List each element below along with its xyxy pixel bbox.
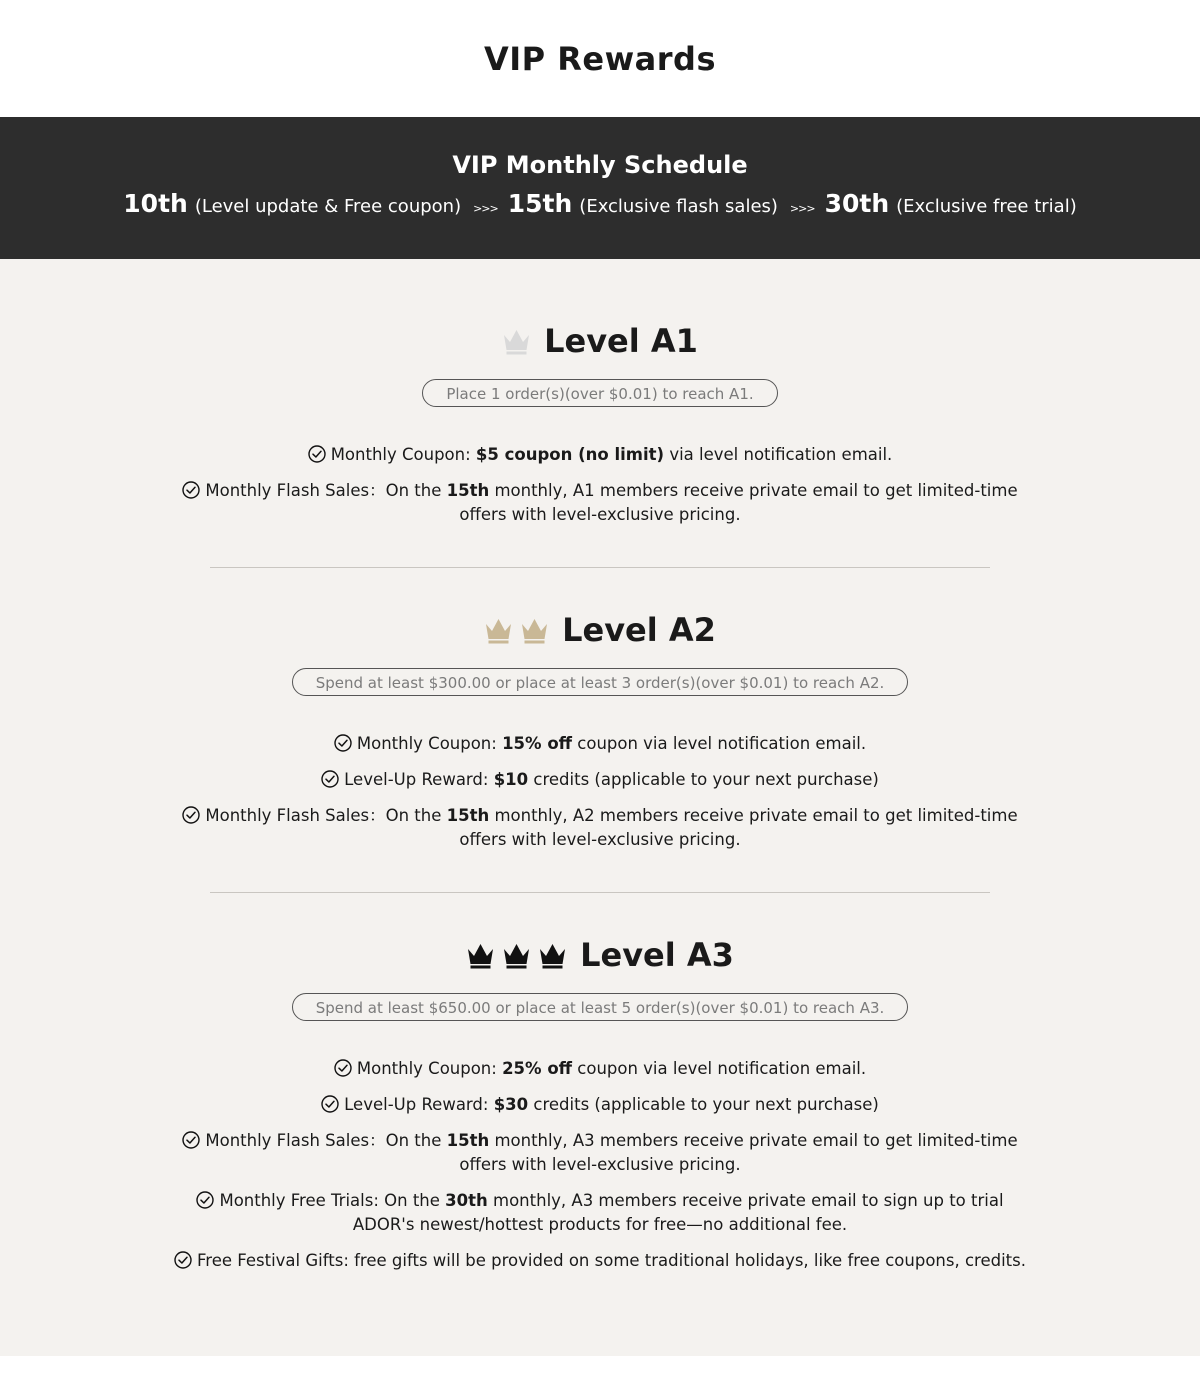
schedule-arrow: >>> (473, 202, 498, 215)
benefit-text: monthly, A3 members receive private email to sign up to trial ADOR's newest/hottest products for free—no additional fee. (352, 1191, 1004, 1234)
schedule-day-15th: 15th (507, 189, 573, 218)
crown-icon (502, 328, 531, 355)
benefit-item (0, 1249, 1200, 1273)
crown-icon (520, 617, 549, 644)
check-circle-icon (196, 1191, 214, 1209)
schedule-desc-15th: (Exclusive flash sales) (579, 196, 778, 217)
vip-schedule-banner (0, 117, 1200, 259)
benefit-item (0, 1189, 1200, 1237)
benefit-text: monthly, A3 members receive private email to get limited-time offers with level-exclusive pricing. (459, 1131, 1018, 1174)
schedule-title: VIP Monthly Schedule (452, 151, 748, 179)
level-requirement: Place 1 order(s)(over $0.01) to reach A1. (422, 379, 777, 407)
benefit-text: coupon via level notification email. (572, 1059, 867, 1078)
page-title: VIP Rewards (484, 39, 716, 78)
benefit-text: Level-Up Reward: (344, 1095, 494, 1114)
crown-icon (538, 942, 567, 969)
benefit-highlight: 15th (446, 806, 490, 825)
benefit-highlight: $30 (493, 1095, 529, 1114)
benefit-item (0, 732, 1200, 756)
benefit-highlight: 15th (446, 1131, 490, 1150)
benefit-text: credits (applicable to your next purchase) (528, 770, 879, 789)
schedule-arrow: >>> (789, 202, 815, 215)
schedule-desc-30th: (Exclusive free trial) (896, 196, 1077, 217)
benefit-item (0, 768, 1200, 792)
check-circle-icon (334, 1059, 352, 1077)
level-title: Level A1 (544, 322, 698, 360)
benefit-item (0, 443, 1200, 467)
benefit-text: Monthly Coupon: (356, 1059, 503, 1078)
level-title: Level A3 (580, 936, 734, 974)
benefit-highlight: $5 coupon (no limit) (475, 445, 665, 464)
benefit-text: Monthly Flash Sales：On the (205, 806, 447, 825)
benefit-text: Level-Up Reward: (344, 770, 494, 789)
benefit-text: credits (applicable to your next purchase) (528, 1095, 879, 1114)
check-circle-icon (182, 1131, 200, 1149)
levels-section (0, 259, 1200, 1356)
benefit-item (0, 1129, 1200, 1177)
schedule-day-30th: 30th (824, 189, 890, 218)
benefit-highlight: $10 (493, 770, 529, 789)
level-header (0, 933, 1200, 977)
level-a1 (0, 319, 1200, 527)
schedule-desc-10th: (Level update & Free coupon) (194, 196, 462, 217)
check-circle-icon (174, 1251, 192, 1269)
level-a2 (0, 608, 1200, 852)
check-circle-icon (308, 445, 326, 463)
benefit-text: via level notification email. (664, 445, 893, 464)
benefit-item (0, 479, 1200, 527)
section-divider (210, 567, 990, 568)
benefit-item (0, 1093, 1200, 1117)
benefit-text: Free Festival Gifts: free gifts will be provided on some traditional holidays, like free coupons, credits. (197, 1251, 1026, 1270)
benefit-text: Monthly Flash Sales：On the (205, 481, 447, 500)
crown-group (466, 942, 567, 969)
check-circle-icon (182, 806, 200, 824)
check-circle-icon (321, 1095, 339, 1113)
benefit-highlight: 15th (446, 481, 490, 500)
schedule-day-10th: 10th (123, 189, 188, 218)
benefit-text: Monthly Coupon: (356, 734, 503, 753)
crown-icon (484, 617, 513, 644)
benefit-text: coupon via level notification email. (572, 734, 867, 753)
benefit-list (0, 732, 1200, 852)
benefit-item (0, 1057, 1200, 1081)
benefit-highlight: 30th (445, 1191, 488, 1210)
check-circle-icon (334, 734, 352, 752)
benefit-text: Monthly Flash Sales：On the (205, 1131, 447, 1150)
benefit-item (0, 804, 1200, 852)
level-header (0, 319, 1200, 363)
crown-group (502, 328, 531, 355)
benefit-text: Monthly Coupon: (330, 445, 476, 464)
check-circle-icon (321, 770, 339, 788)
benefit-list (0, 443, 1200, 527)
benefit-list (0, 1057, 1200, 1273)
section-divider (210, 892, 990, 893)
benefit-text: monthly, A1 members receive private email to get limited-time offers with level-exclusive pricing. (459, 481, 1018, 524)
benefit-text: monthly, A2 members receive private email to get limited-time offers with level-exclusive pricing. (459, 806, 1018, 849)
benefit-text: Monthly Free Trials: On the (219, 1191, 446, 1210)
level-a3 (0, 933, 1200, 1273)
check-circle-icon (182, 481, 200, 499)
benefit-highlight: 15% off (502, 734, 573, 753)
level-requirement: Spend at least $300.00 or place at least 3 order(s)(over $0.01) to reach A2. (292, 668, 909, 696)
benefit-highlight: 25% off (502, 1059, 573, 1078)
level-header (0, 608, 1200, 652)
crown-group (484, 617, 549, 644)
level-requirement: Spend at least $650.00 or place at least 5 order(s)(over $0.01) to reach A3. (292, 993, 909, 1021)
crown-icon (466, 942, 495, 969)
schedule-row (0, 189, 1200, 218)
level-title: Level A2 (562, 611, 716, 649)
crown-icon (502, 942, 531, 969)
